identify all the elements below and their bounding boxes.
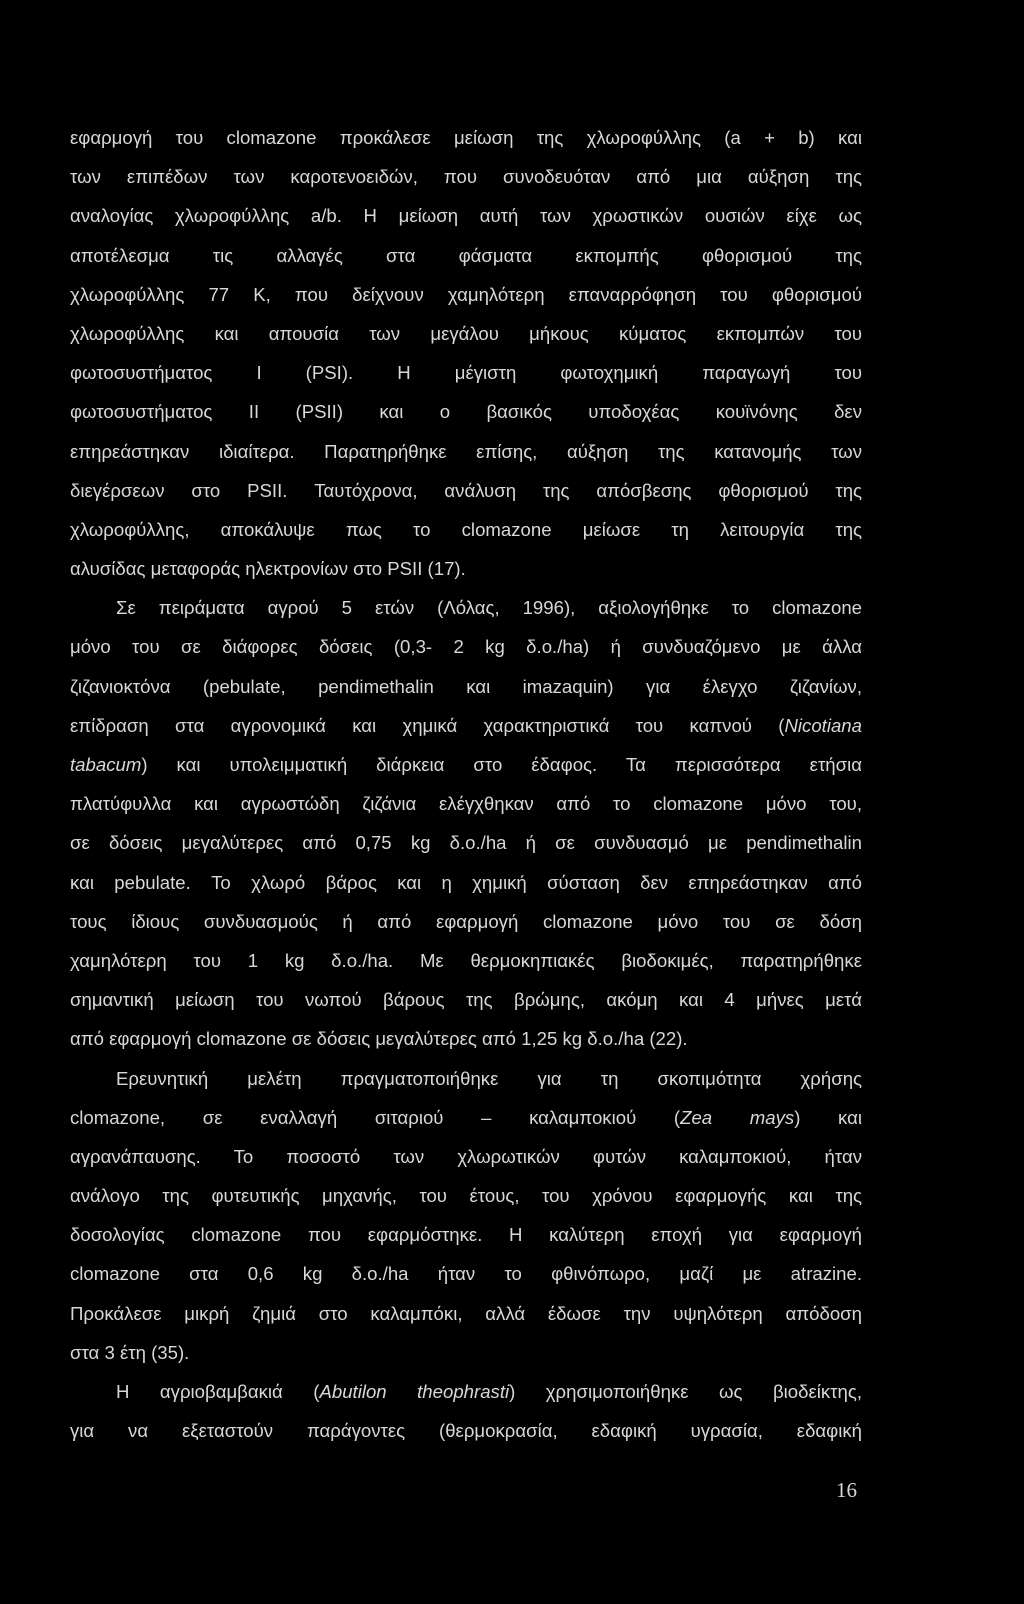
text-line: πλατύφυλλα και αγρωστώδη ζιζάνια ελέγχθηκαν από το clomazone μόνο του,	[70, 793, 862, 815]
text-line: αναλογίας χλωροφύλλης a/b. Η μείωση αυτή των χρωστικών ουσιών είχε ως	[70, 205, 862, 227]
text-line: σε δόσεις μεγαλύτερες από 0,75 kg δ.ο./ha ή σε συνδυασμό με pendimethalin	[70, 832, 862, 854]
text-line: σημαντική μείωση του νωπού βάρους της βρώμης, ακόμη και 4 μήνες μετά	[70, 989, 862, 1011]
text-segment: clomazone, σε εναλλαγή σιταριού – καλαμποκιού (	[70, 1106, 681, 1128]
text-line: Ερευνητική μελέτη πραγματοποιήθηκε για τη σκοπιμότητα χρήσης	[116, 1067, 862, 1089]
text-segment: )	[141, 754, 148, 775]
text-line: ανάλογο της φυτευτικής μηχανής, του έτους, του χρόνου εφαρμογής και της	[70, 1185, 862, 1207]
italic-species-name: Abutilon theophrasti	[319, 1381, 510, 1402]
text-line: φωτοσυστήματος I (PSI). Η μέγιστη φωτοχημική παραγωγή του	[70, 362, 862, 384]
text-segment: ) και	[794, 1106, 862, 1128]
text-line: από εφαρμογή clomazone σε δόσεις μεγαλύτερες από 1,25 kg δ.ο./ha (22).	[70, 1028, 688, 1050]
text-line: τους ίδιους συνδυασμούς ή από εφαρμογή clomazone μόνο του σε δόση	[70, 910, 862, 932]
text-line: δοσολογίας clomazone που εφαρμόστηκε. Η καλύτερη εποχή για εφαρμογή	[70, 1224, 862, 1246]
text-line: φωτοσυστήματος II (PSII) και ο βασικός υποδοχέας κουϊνόνης δεν	[70, 401, 862, 423]
text-segment: επίδραση στα αγρονομικά και χημικά χαρακτηριστικά του καπνού (	[70, 714, 785, 736]
text-line: χλωροφύλλης 77 K, που δείχνουν χαμηλότερη επαναρρόφηση του φθορισμού	[70, 283, 862, 305]
text-line: αποτέλεσμα τις αλλαγές στα φάσματα εκπομπής φθορισμού της	[70, 244, 862, 266]
text-line	[70, 1372, 862, 1411]
text-segment: ) χρησιμοποιήθηκε ως βιοδείκτης,	[509, 1381, 862, 1402]
text-line: χλωροφύλλης, αποκάλυψε πως το clomazone μείωσε τη λειτουργία της	[70, 518, 862, 540]
text-line	[70, 706, 862, 745]
text-line: ζιζανιοκτόνα (pebulate, pendimethalin και imazaquin) για έλεγχο ζιζανίων,	[70, 675, 862, 697]
text-line: αγρανάπαυσης. Το ποσοστό των χλωρωτικών φυτών καλαμποκιού, ήταν	[70, 1145, 862, 1167]
italic-species-name: Zea mays	[680, 1106, 795, 1128]
text-line: των επιπέδων των καροτενοειδών, που συνοδευόταν από μια αύξηση της	[70, 166, 862, 188]
text-line: διεγέρσεων στο PSII. Ταυτόχρονα, ανάλυση της απόσβεσης φθορισμού της	[70, 479, 862, 501]
text-line	[70, 1098, 862, 1137]
text-line: μόνο του σε διάφορες δόσεις (0,3- 2 kg δ.ο./ha) ή συνδυαζόμενο με άλλα	[70, 636, 862, 658]
italic-species-name: Nicotiana	[784, 714, 862, 736]
text-segment: και υπολειμματική διάρκεια στο έδαφος. Τα περισσότερα ετήσια	[176, 754, 862, 775]
page-number: 16	[836, 1478, 857, 1502]
text-line: χαμηλότερη του 1 kg δ.ο./ha. Με θερμοκηπιακές βιοδοκιμές, παρατηρήθηκε	[70, 949, 862, 971]
text-line: και pebulate. Το χλωρό βάρος και η χημική σύσταση δεν επηρεάστηκαν από	[70, 871, 862, 893]
text-line: εφαρμογή του clomazone προκάλεσε μείωση της χλωροφύλλης (a + b) και	[70, 127, 862, 148]
italic-species-name: tabacum	[70, 754, 142, 775]
text-line: clomazone στα 0,6 kg δ.ο./ha ήταν το φθινόπωρο, μαζί με atrazine.	[70, 1263, 862, 1285]
text-line: αλυσίδας μεταφοράς ηλεκτρονίων στο PSII (17).	[70, 558, 466, 580]
text-line: Σε πειράματα αγρού 5 ετών (Λόλας, 1996), αξιολογήθηκε το clomazone	[116, 597, 862, 619]
text-line: για να εξεταστούν παράγοντες (θερμοκρασία, εδαφική υγρασία, εδαφική	[70, 1420, 862, 1442]
text-line: επηρεάστηκαν ιδιαίτερα. Παρατηρήθηκε επίσης, αύξηση της κατανομής των	[70, 440, 862, 462]
text-line: χλωροφύλλης και απουσία των μεγάλου μήκους κύματος εκπομπών του	[70, 322, 862, 344]
text-line: Προκάλεσε μικρή ζημιά στο καλαμπόκι, αλλά έδωσε την υψηλότερη απόδοση	[70, 1302, 862, 1324]
body-text	[70, 118, 862, 1450]
text-line	[70, 745, 862, 784]
text-segment: Η αγριοβαμβακιά (	[116, 1381, 320, 1402]
text-line: στα 3 έτη (35).	[70, 1341, 190, 1363]
